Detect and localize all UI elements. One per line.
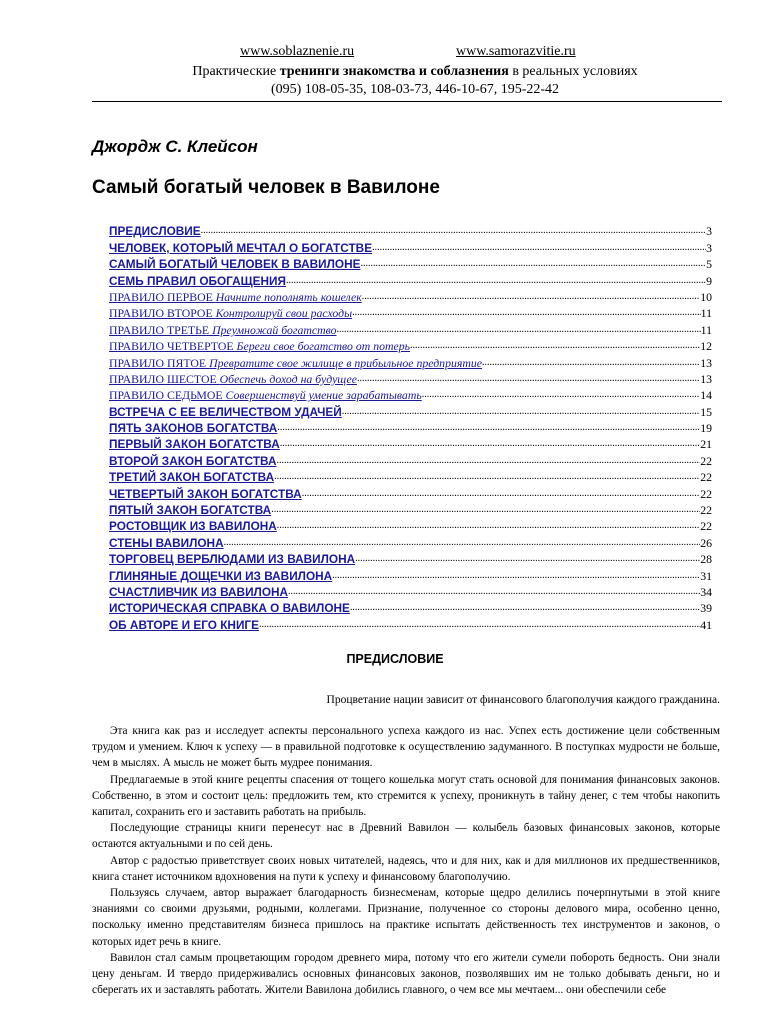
toc-link[interactable]	[109, 437, 280, 451]
tagline-suffix: в реальных условиях	[508, 64, 638, 79]
toc-row[interactable]	[109, 435, 712, 451]
toc-page-number: 21	[700, 437, 712, 452]
toc-link[interactable]	[109, 356, 482, 370]
toc-link[interactable]	[109, 552, 355, 566]
toc-label: ПРАВИЛО ТРЕТЬЕ	[109, 322, 213, 337]
toc-row[interactable]	[109, 271, 712, 287]
toc-link[interactable]	[109, 388, 422, 402]
toc-page-number: 34	[700, 584, 712, 599]
toc-page-number: 31	[700, 568, 712, 583]
toc-page-number: 28	[700, 552, 712, 567]
toc-leader-dots	[302, 487, 701, 501]
toc-link[interactable]	[109, 290, 362, 304]
toc-row[interactable]	[109, 599, 712, 615]
toc-page-number: 13	[700, 355, 712, 370]
toc-label: ВТОРОЙ ЗАКОН БОГАТСТВА	[109, 453, 277, 468]
toc-row[interactable]	[109, 517, 712, 533]
toc-label: СЕМЬ ПРАВИЛ ОБОГАЩЕНИЯ	[109, 273, 287, 288]
toc-link[interactable]	[109, 323, 337, 337]
toc-row[interactable]	[109, 550, 712, 566]
toc-label: ПЯТЫЙ ЗАКОН БОГАТСТВА	[109, 503, 272, 518]
toc-sublabel: Превратите свое жилище в прибыльное предприятие	[209, 355, 483, 370]
toc-leader-dots	[224, 536, 701, 550]
toc-page-number: 13	[700, 371, 712, 386]
toc-link[interactable]	[109, 224, 201, 238]
toc-leader-dots	[350, 601, 700, 615]
toc-sublabel: Обеспечь доход на будущее	[219, 371, 357, 386]
toc-sublabel: Контролируй свои расходы	[215, 306, 353, 321]
tagline-prefix: Практические	[192, 64, 280, 79]
toc-leader-dots	[332, 569, 700, 583]
toc-label: ЧЕЛОВЕК, КОТОРЫЙ МЕЧТАЛ О БОГАТСТВЕ	[109, 240, 373, 255]
table-of-contents	[109, 222, 712, 632]
toc-link[interactable]	[109, 257, 360, 271]
toc-label: ПРАВИЛО ШЕСТОЕ	[109, 371, 220, 386]
toc-label: ВСТРЕЧА С ЕЕ ВЕЛИЧЕСТВОМ УДАЧЕЙ	[109, 404, 342, 419]
toc-page-number: 41	[700, 617, 712, 632]
toc-label: ТОРГОВЕЦ ВЕРБЛЮДАМИ ИЗ ВАВИЛОНА	[109, 552, 356, 567]
page-header	[0, 44, 768, 98]
toc-row[interactable]	[109, 533, 712, 549]
tagline-bold: тренинги знакомства и соблазнения	[279, 64, 509, 79]
toc-page-number: 22	[700, 453, 712, 468]
paragraph: Последующие страницы книги перенесут нас в Древний Вавилон — колыбель базовых финансовых законов, которые остаются актуальными и по сей день.	[92, 822, 720, 851]
toc-leader-dots	[259, 618, 700, 632]
toc-leader-dots	[280, 437, 700, 451]
toc-row[interactable]	[109, 288, 712, 304]
toc-link[interactable]	[109, 372, 357, 386]
toc-label: ОБ АВТОРЕ И ЕГО КНИГЕ	[109, 617, 259, 632]
toc-leader-dots	[277, 454, 701, 468]
header-divider	[92, 101, 722, 102]
paragraph: Вавилон стал самым процветающим городом древнего мира, потому что его жители сумели побороть бедность. Они знали цену деньгам. И твердо придерживались основных финансовых законов, позволявших им не только добывать деньги, но и сберегать их и заставлять работать. Жители Вавилона добились главного, о чем все мы мечтаем... они обеспечили себе	[92, 951, 720, 997]
toc-sublabel: Преумножай богатство	[212, 322, 337, 337]
toc-label: ПРАВИЛО ПЕРВОЕ	[109, 289, 216, 304]
body-text	[92, 723, 720, 998]
link-samorazvitie[interactable]: www.samorazvitie.ru	[456, 44, 576, 59]
toc-page-number: 14	[700, 388, 712, 403]
toc-leader-dots	[357, 372, 700, 386]
toc-link[interactable]	[109, 536, 224, 550]
section-title: ПРЕДИСЛОВИЕ	[346, 652, 444, 666]
header-phones: (095) 108-05-35, 108-03-73, 446-10-67, 195-22-42	[270, 82, 560, 97]
toc-link[interactable]	[109, 585, 288, 599]
toc-leader-dots	[277, 519, 700, 533]
toc-page-number: 5	[706, 257, 712, 272]
header-tagline	[0, 64, 768, 80]
link-soblaznenie[interactable]: www.soblaznenie.ru	[240, 44, 355, 59]
toc-leader-dots	[482, 356, 700, 370]
toc-page-number: 9	[706, 273, 712, 288]
toc-row[interactable]	[109, 419, 712, 435]
toc-row[interactable]	[109, 304, 712, 320]
toc-leader-dots	[372, 241, 706, 255]
toc-label: ПРАВИЛО ВТОРОЕ	[109, 306, 216, 321]
toc-row[interactable]	[109, 583, 712, 599]
paragraph: Предлагаемые в этой книге рецепты спасения от тощего кошелька могут стать основой для понимания финансовых законов. Собственно, в этом и состоит цель: предложить тем, кто стремится к успеху, проникнуть в тайну денег, с тем чтобы накопить капитал, сохранить его и заставить работать на прибыль.	[92, 773, 720, 819]
toc-row[interactable]	[109, 566, 712, 582]
paragraph: Эта книга как раз и исследует аспекты персонального успеха каждого из нас. Успех есть достижение цели собственным трудом и умением. Ключ к успеху — в правильной подготовке к осуществлению задуманного. В поступках мудрости не больше, чем в мыслях. А мысль не может быть мудрее понимания.	[92, 725, 720, 770]
toc-row[interactable]	[109, 615, 712, 631]
toc-page-number: 11	[700, 306, 712, 321]
toc-row[interactable]	[109, 238, 712, 254]
toc-page-number: 12	[700, 339, 712, 354]
toc-page-number: 39	[700, 601, 712, 616]
toc-link[interactable]	[109, 454, 277, 468]
toc-link[interactable]	[109, 306, 352, 320]
toc-link[interactable]	[109, 519, 277, 533]
toc-leader-dots	[286, 274, 706, 288]
toc-sublabel: Береги свое богатство от потерь	[236, 339, 411, 354]
toc-label: СЧАСТЛИВЧИК ИЗ ВАВИЛОНА	[109, 584, 289, 599]
toc-link[interactable]	[109, 503, 271, 517]
toc-leader-dots	[410, 339, 700, 353]
toc-leader-dots	[352, 306, 701, 320]
toc-label: ПРАВИЛО ПЯТОЕ	[109, 355, 210, 370]
toc-sublabel: Совершенствуй умение зарабатывать	[225, 388, 422, 403]
toc-row[interactable]	[109, 468, 712, 484]
toc-leader-dots	[201, 224, 706, 238]
toc-page-number: 22	[700, 503, 712, 518]
toc-leader-dots	[355, 552, 700, 566]
paragraph: Автор с радостью приветствует своих новых читателей, надеясь, что и для них, как и для миллионов их предшественников, книга станет источником вдохновения на пути к успеху и финансовому благополучию.	[92, 854, 720, 883]
toc-page-number: 22	[700, 486, 712, 501]
toc-row[interactable]	[109, 222, 712, 238]
toc-link[interactable]	[109, 339, 410, 353]
toc-leader-dots	[342, 405, 700, 419]
toc-label: ТРЕТИЙ ЗАКОН БОГАТСТВА	[109, 470, 275, 485]
toc-leader-dots	[271, 503, 700, 517]
toc-link[interactable]	[109, 618, 259, 632]
toc-leader-dots	[277, 421, 700, 435]
toc-link[interactable]	[109, 405, 342, 419]
toc-label: СТЕНЫ ВАВИЛОНА	[109, 535, 224, 550]
toc-label: ПРЕДИСЛОВИЕ	[109, 224, 201, 239]
toc-sublabel: Начните пополнять кошелек	[215, 289, 362, 304]
toc-label: ГЛИНЯНЫЕ ДОЩЕЧКИ ИЗ ВАВИЛОНА	[109, 568, 333, 583]
paragraph: Пользуясь случаем, автор выражает благодарность бизнесменам, которые щедро делились почерпнутыми в этой книге знаниями со своими друзьями, родными, коллегами. Признание, полученное со стороны делового мира, особенно ценно, поскольку именно представителям бизнеса пришлось на практике испытать действенность тех инструментов и законов, о которых идет речь в книге.	[92, 887, 720, 948]
toc-label: ПЕРВЫЙ ЗАКОН БОГАТСТВА	[109, 437, 280, 452]
toc-page-number: 19	[700, 421, 712, 436]
toc-label: ПРАВИЛО ЧЕТВЕРТОЕ	[109, 339, 237, 354]
toc-link[interactable]	[109, 470, 274, 484]
toc-label: САМЫЙ БОГАТЫЙ ЧЕЛОВЕК В ВАВИЛОНЕ	[109, 257, 361, 272]
toc-row[interactable]	[109, 451, 712, 467]
toc-page-number: 15	[700, 404, 712, 419]
toc-link[interactable]	[109, 241, 372, 255]
toc-label: ПЯТЬ ЗАКОНОВ БОГАТСТВА	[109, 421, 278, 436]
toc-page-number: 22	[700, 470, 712, 485]
toc-leader-dots	[337, 323, 701, 337]
toc-page-number: 3	[706, 224, 712, 239]
toc-row[interactable]	[109, 501, 712, 517]
header-links	[0, 44, 768, 62]
toc-page-number: 22	[700, 519, 712, 534]
toc-leader-dots	[362, 290, 700, 304]
toc-row[interactable]	[109, 484, 712, 500]
toc-page-number: 26	[700, 535, 712, 550]
toc-row[interactable]	[109, 255, 712, 271]
toc-row[interactable]	[109, 337, 712, 353]
toc-row[interactable]	[109, 370, 712, 386]
toc-row[interactable]	[109, 353, 712, 369]
epigraph: Процветание нации зависит от финансового благополучия каждого гражданина.	[326, 694, 720, 706]
toc-link[interactable]	[109, 421, 277, 435]
toc-leader-dots	[274, 470, 700, 484]
toc-link[interactable]	[109, 487, 302, 501]
toc-row[interactable]	[109, 386, 712, 402]
toc-label: ЧЕТВЕРТЫЙ ЗАКОН БОГАТСТВА	[109, 486, 302, 501]
toc-label: РОСТОВЩИК ИЗ ВАВИЛОНА	[109, 519, 277, 534]
author-name: Джордж С. Клейсон	[92, 137, 258, 156]
toc-leader-dots	[422, 388, 700, 402]
toc-label: ИСТОРИЧЕСКАЯ СПРАВКА О ВАВИЛОНЕ	[109, 601, 350, 616]
book-title: Самый богатый человек в Вавилоне	[92, 177, 440, 198]
toc-row[interactable]	[109, 402, 712, 418]
toc-label: ПРАВИЛО СЕДЬМОЕ	[109, 388, 226, 403]
toc-link[interactable]	[109, 274, 286, 288]
toc-page-number: 3	[706, 240, 712, 255]
toc-leader-dots	[288, 585, 700, 599]
toc-page-number: 11	[700, 322, 712, 337]
toc-leader-dots	[360, 257, 706, 271]
toc-link[interactable]	[109, 601, 350, 615]
toc-row[interactable]	[109, 320, 712, 336]
toc-link[interactable]	[109, 569, 332, 583]
toc-page-number: 10	[700, 289, 712, 304]
